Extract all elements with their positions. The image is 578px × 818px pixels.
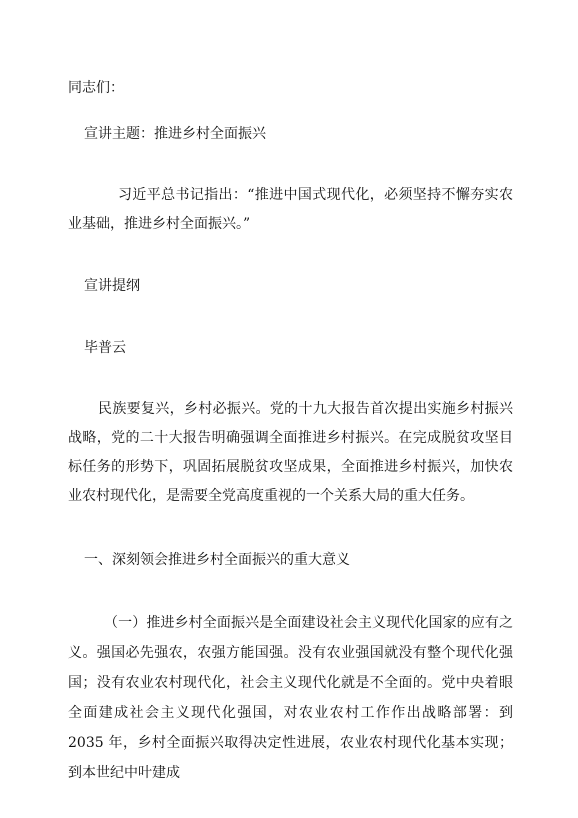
author-name: 毕普云 [84, 340, 126, 356]
quote-paragraph: 习近平总书记指出：“推进中国式现代化，必须坚持不懈夯实农业基础，推进乡村全面振兴。” [68, 187, 513, 232]
outline-label: 宣讲提纲 [84, 278, 140, 294]
topic-heading: 宣讲主题：推进乡村全面振兴 [84, 126, 266, 142]
section-1-heading: 一、深刻领会推进乡村全面振兴的重大意义 [84, 552, 350, 568]
section-1-paragraph: （一）推进乡村全面振兴是全面建设社会主义现代化国家的应有之义。强国必先强农，农强方能国强。没有农业强国就没有整个现代化强国；没有农业农村现代化，社会主义现代化就是不全面的。党中央着眼全面建成社会主义现代化强国，对农业农村工作作出战略部署：到 2035 年，乡村全面振兴取得决定性进展，农业农村现代化基本实现；到本世纪中叶建成 [68, 615, 513, 781]
intro-paragraph: 民族要复兴，乡村必振兴。党的十九大报告首次提出实施乡村振兴战略，党的二十大报告明确强调全面推进乡村振兴。在完成脱贫攻坚目标任务的形势下，巩固拓展脱贫攻坚成果，全面推进乡村振兴，加快农业农村现代化，是需要全党高度重视的一个关系大局的重大任务。 [68, 401, 513, 504]
salutation: 同志们： [68, 80, 124, 96]
